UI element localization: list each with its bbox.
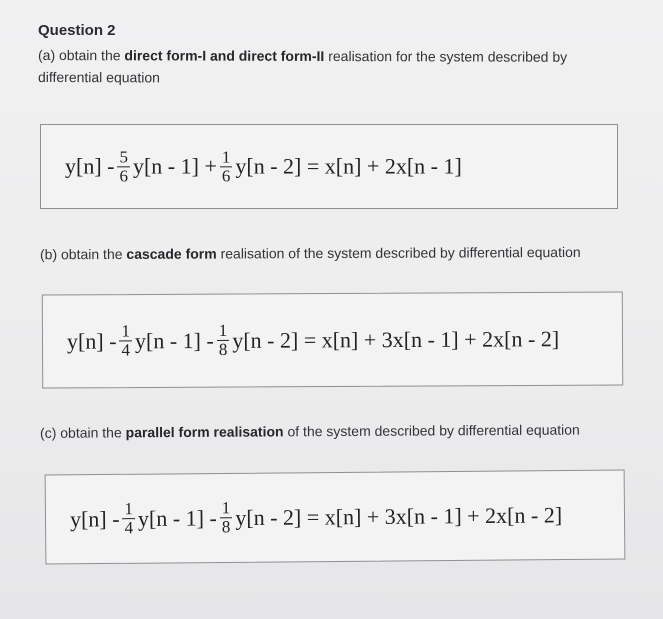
part-c-suffix: of the system described by differential equation — [283, 421, 580, 440]
eq-c-term-2: y[n - 1] - — [137, 505, 217, 531]
equation-a — [65, 148, 462, 185]
part-c-text — [40, 418, 650, 444]
eq-a-fraction-1 — [117, 148, 130, 185]
equation-box-b — [42, 291, 623, 388]
question-title: Question 2 — [38, 22, 116, 39]
part-a-text — [38, 44, 628, 90]
eq-c-frac-2-numerator: 1 — [221, 498, 231, 518]
eq-b-term-3: y[n - 2] = x[n] + 3x[n - 1] + 2x[n - 2] — [232, 325, 560, 353]
eq-b-term-1: y[n] - — [66, 328, 117, 354]
eq-c-frac-1-denominator: 4 — [124, 518, 134, 538]
eq-a-term-2: y[n - 1] + — [132, 153, 217, 179]
eq-b-term-2: y[n - 1] - — [134, 327, 214, 354]
equation-c — [70, 496, 562, 538]
part-b-emphasis: cascade form — [126, 245, 217, 262]
part-a-emphasis: direct form-I and direct form-II — [124, 47, 325, 64]
part-a-prefix: (a) obtain the — [38, 46, 125, 64]
eq-a-term-3: y[n - 2] = x[n] + 2x[n - 1] — [235, 153, 462, 179]
eq-b-frac-1-numerator: 1 — [121, 321, 130, 341]
eq-a-frac-1-numerator: 5 — [119, 146, 128, 166]
eq-b-frac-2-numerator: 1 — [218, 320, 228, 340]
eq-a-fraction-2 — [220, 148, 233, 185]
eq-b-fraction-2 — [217, 322, 230, 359]
part-b-text — [40, 241, 640, 266]
eq-b-fraction-1 — [119, 322, 132, 359]
eq-b-frac-1-denominator: 4 — [121, 340, 131, 360]
part-b-prefix: (b) obtain the — [39, 245, 127, 263]
eq-c-fraction-1 — [122, 500, 135, 537]
eq-c-frac-1-numerator: 1 — [124, 499, 133, 519]
equation-box-a — [40, 124, 618, 209]
eq-c-term-1: y[n] - — [69, 505, 120, 532]
eq-a-frac-2-numerator: 1 — [221, 146, 231, 166]
equation-box-c — [45, 469, 626, 564]
eq-a-frac-2-denominator: 6 — [221, 166, 231, 186]
part-a-suffix: realisation for the system described by differential equation — [37, 47, 568, 86]
equation-b — [67, 320, 559, 360]
eq-a-term-1: y[n] - — [65, 153, 115, 179]
part-b-suffix: realisation of the system described by differential equation — [216, 243, 581, 262]
eq-b-frac-2-denominator: 8 — [218, 340, 228, 360]
eq-c-fraction-2 — [220, 499, 233, 536]
eq-a-frac-1-denominator: 6 — [119, 166, 128, 186]
part-c-emphasis: parallel form realisation — [125, 423, 284, 441]
eq-c-frac-2-denominator: 8 — [221, 517, 231, 537]
part-c-prefix: (c) obtain the — [39, 424, 126, 441]
eq-c-term-3: y[n - 2] = x[n] + 3x[n - 1] + 2x[n - 2] — [235, 502, 563, 530]
